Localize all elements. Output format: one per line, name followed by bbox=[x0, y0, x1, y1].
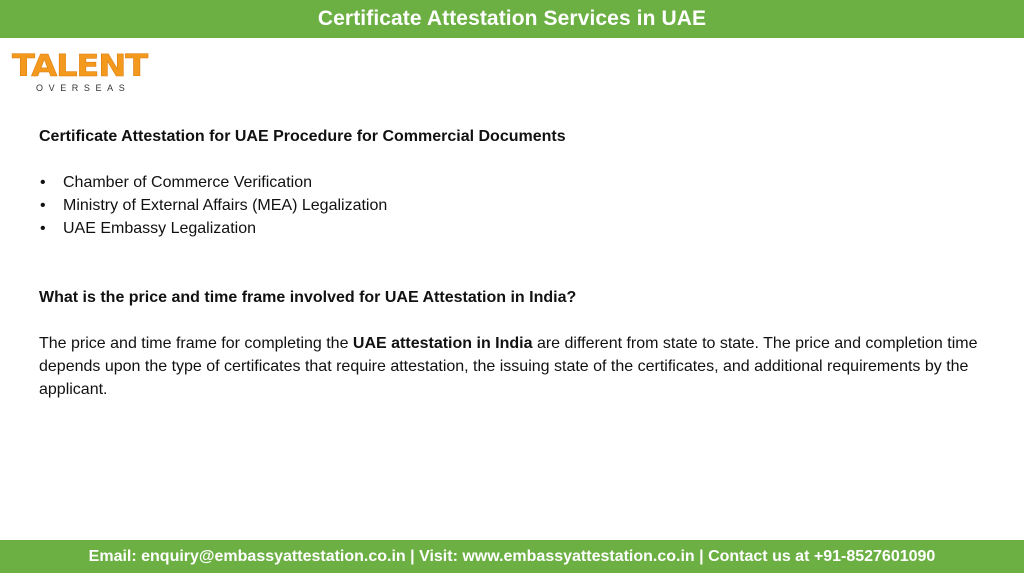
bullet-icon: • bbox=[40, 220, 46, 237]
price-paragraph bbox=[39, 332, 989, 401]
list-item-text: UAE Embassy Legalization bbox=[63, 220, 256, 237]
paragraph-text-end: are different from state to state. The price and completion time depends upon the type of certificates that require attestation, the issuing state of the certificates, and additional requirements by the applicant. bbox=[39, 335, 978, 398]
paragraph-highlight: UAE attestation in India bbox=[352, 335, 533, 352]
paragraph-text-start: The price and time frame for completing the bbox=[39, 335, 353, 352]
procedure-list bbox=[39, 171, 989, 240]
list-item-text: Ministry of External Affairs (MEA) Legalization bbox=[63, 197, 388, 214]
procedure-heading: Certificate Attestation for UAE Procedure for Commercial Documents bbox=[39, 128, 566, 145]
header-bar bbox=[0, 0, 1024, 38]
list-item bbox=[39, 171, 989, 194]
footer-contact-text: Email: enquiry@embassyattestation.co.in | Visit: www.embassyattestation.co.in | Contact us at +91-8527601090 bbox=[88, 547, 936, 565]
list-item bbox=[39, 217, 989, 240]
footer-bar bbox=[0, 540, 1024, 573]
list-item bbox=[39, 194, 989, 217]
talent-overseas-logo bbox=[12, 49, 148, 93]
logo-subtitle: OVERSEAS bbox=[36, 83, 131, 93]
bullet-icon: • bbox=[40, 197, 46, 214]
page-title: Certificate Attestation Services in UAE bbox=[317, 7, 707, 30]
main-content bbox=[39, 125, 989, 401]
price-heading: What is the price and time frame involved for UAE Attestation in India? bbox=[39, 289, 577, 306]
list-item-text: Chamber of Commerce Verification bbox=[63, 174, 312, 191]
logo-wordmark: TALENT bbox=[12, 49, 148, 84]
bullet-icon: • bbox=[40, 174, 46, 191]
